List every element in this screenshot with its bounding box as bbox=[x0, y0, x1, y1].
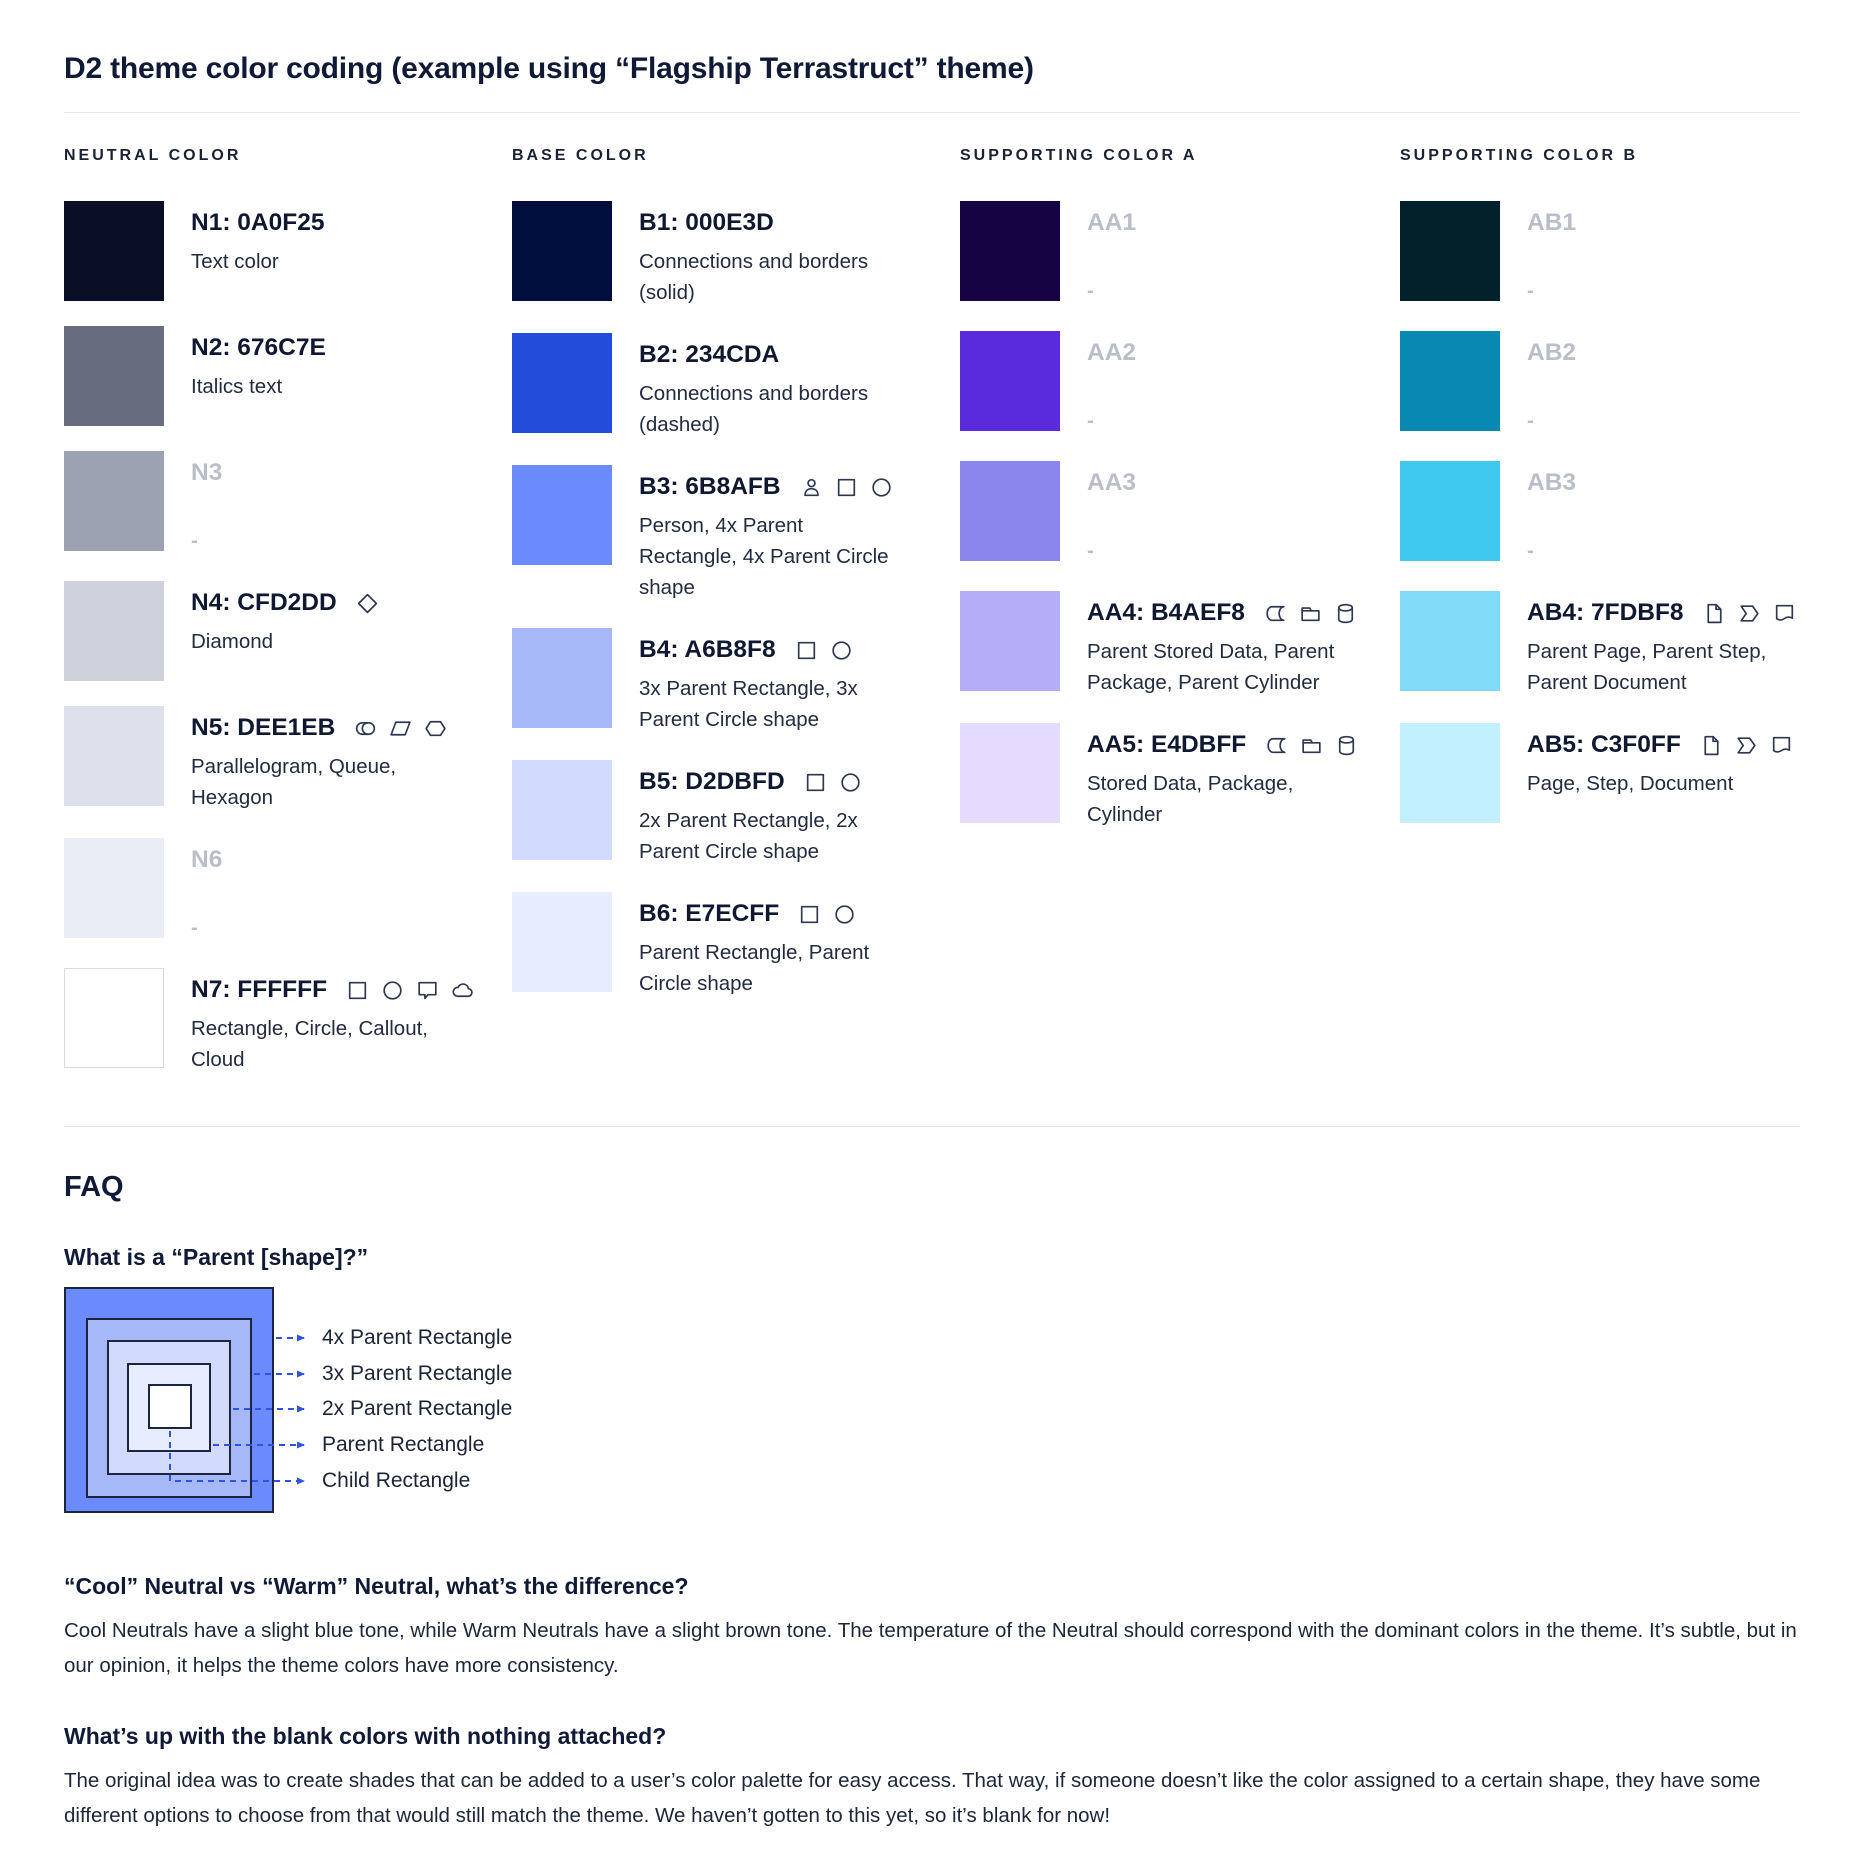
color-code: AB5: C3F0FF bbox=[1527, 731, 1681, 758]
document-icon bbox=[1769, 733, 1794, 758]
circle-icon bbox=[832, 902, 857, 927]
circle-icon bbox=[829, 638, 854, 663]
blank-dash: - bbox=[1087, 539, 1094, 562]
color-swatch bbox=[1400, 591, 1500, 691]
palette-row-ab5 bbox=[1400, 723, 1800, 823]
color-desc: Rectangle, Circle, Callout, Cloud bbox=[191, 1017, 428, 1071]
stored-data-icon bbox=[1263, 601, 1288, 626]
faq-answer-cool-vs-warm: Cool Neutrals have a slight blue tone, while Warm Neutrals have a slight brown tone. The temperature of the Neutral should correspond with the dominant colors in the theme. It’s subtle, but in our opinion, it helps the theme colors have more consistency. bbox=[64, 1619, 1797, 1677]
step-icon bbox=[1734, 733, 1759, 758]
palette-row-b1 bbox=[512, 201, 960, 308]
color-swatch bbox=[1400, 461, 1500, 561]
diagram-child-rectangle bbox=[148, 1384, 192, 1429]
color-swatch bbox=[960, 201, 1060, 301]
diamond-icon bbox=[355, 591, 380, 616]
palette-row-aa3 bbox=[960, 461, 1400, 566]
column-supporting-color-a bbox=[960, 147, 1400, 1100]
color-desc: Text color bbox=[191, 250, 279, 273]
color-code: N5: DEE1EB bbox=[191, 714, 336, 741]
palette-row-aa1 bbox=[960, 201, 1400, 306]
color-swatch bbox=[960, 461, 1060, 561]
circle-icon bbox=[838, 770, 863, 795]
color-code: N7: FFFFFF bbox=[191, 976, 328, 1003]
color-code: AA1 bbox=[1087, 209, 1137, 236]
cylinder-icon bbox=[1334, 733, 1359, 758]
palette-row-aa5 bbox=[960, 723, 1400, 830]
color-desc: 3x Parent Rectangle, 3x Parent Circle shape bbox=[639, 677, 858, 731]
column-base-color bbox=[512, 147, 960, 1100]
color-desc: Parallelogram, Queue, Hexagon bbox=[191, 755, 397, 809]
color-code: N3 bbox=[191, 459, 223, 486]
color-code: B5: D2DBFD bbox=[639, 768, 785, 795]
circle-icon bbox=[869, 475, 894, 500]
palette-row-b3 bbox=[512, 465, 960, 603]
color-swatch bbox=[64, 838, 164, 938]
palette-row-b6 bbox=[512, 892, 960, 999]
column-header: SUPPORTING COLOR B bbox=[1400, 147, 1639, 164]
color-code: N4: CFD2DD bbox=[191, 589, 337, 616]
palette-row-ab4 bbox=[1400, 591, 1800, 698]
page-icon bbox=[1702, 601, 1727, 626]
color-code: AA2 bbox=[1087, 339, 1137, 366]
color-desc: 2x Parent Rectangle, 2x Parent Circle shape bbox=[639, 809, 858, 863]
color-swatch bbox=[512, 333, 612, 433]
blank-dash: - bbox=[191, 529, 198, 552]
color-swatch bbox=[64, 451, 164, 551]
color-desc: Diamond bbox=[191, 630, 274, 653]
color-code: B6: E7ECFF bbox=[639, 900, 780, 927]
rectangle-icon bbox=[794, 638, 819, 663]
column-header: SUPPORTING COLOR A bbox=[960, 147, 1198, 164]
color-swatch bbox=[960, 331, 1060, 431]
package-icon bbox=[1299, 733, 1324, 758]
hexagon-icon bbox=[423, 716, 448, 741]
faq-question-parent-shape: What is a “Parent [shape]?” bbox=[64, 1244, 369, 1270]
page-title: D2 theme color coding (example using “Flagship Terrastruct” theme) bbox=[64, 52, 1034, 85]
blank-dash: - bbox=[1527, 279, 1534, 302]
color-swatch bbox=[512, 760, 612, 860]
palette-row-n7 bbox=[64, 968, 512, 1075]
diagram-label-child: Child Rectangle bbox=[322, 1469, 471, 1492]
cylinder-icon bbox=[1333, 601, 1358, 626]
person-icon bbox=[799, 475, 824, 500]
color-code: N1: 0A0F25 bbox=[191, 209, 325, 236]
color-code: AB2 bbox=[1527, 339, 1577, 366]
faq-question-blank-colors: What’s up with the blank colors with nothing attached? bbox=[64, 1723, 667, 1749]
package-icon bbox=[1298, 601, 1323, 626]
queue-icon bbox=[353, 716, 378, 741]
color-code: B1: 000E3D bbox=[639, 209, 774, 236]
color-code: B2: 234CDA bbox=[639, 341, 780, 368]
palette-row-n2 bbox=[64, 326, 512, 426]
rectangle-icon bbox=[834, 475, 859, 500]
color-desc: Stored Data, Package, Cylinder bbox=[1087, 772, 1294, 826]
color-desc: Parent Rectangle, Parent Circle shape bbox=[639, 941, 870, 995]
color-swatch bbox=[64, 201, 164, 301]
faq-answer-blank-colors: The original idea was to create shades that can be added to a user’s color palette for easy access. That way, if someone doesn’t like the color assigned to a certain shape, they have some different options to choose from that would still match the theme. We haven’t gotten to this yet, so it’s blank for now! bbox=[64, 1769, 1761, 1827]
column-supporting-color-b bbox=[1400, 147, 1800, 1100]
color-desc: Connections and borders (solid) bbox=[639, 250, 869, 304]
color-code: AA5: E4DBFF bbox=[1087, 731, 1247, 758]
color-code: B3: 6B8AFB bbox=[639, 473, 781, 500]
color-code: B4: A6B8F8 bbox=[639, 636, 776, 663]
color-swatch bbox=[512, 201, 612, 301]
palette-row-n5 bbox=[64, 706, 512, 813]
palette-row-n6 bbox=[64, 838, 512, 943]
rectangle-icon bbox=[797, 902, 822, 927]
page-icon bbox=[1699, 733, 1724, 758]
palette-row-n3 bbox=[64, 451, 512, 556]
palette-row-n4 bbox=[64, 581, 512, 681]
color-desc: Person, 4x Parent Rectangle, 4x Parent Circle shape bbox=[639, 514, 889, 599]
step-icon bbox=[1737, 601, 1762, 626]
diagram-label-4x-parent: 4x Parent Rectangle bbox=[322, 1326, 513, 1349]
blank-dash: - bbox=[1087, 279, 1094, 302]
color-swatch bbox=[64, 706, 164, 806]
color-swatch bbox=[512, 465, 612, 565]
color-code: AB3 bbox=[1527, 469, 1577, 496]
column-header: NEUTRAL COLOR bbox=[64, 147, 242, 164]
diagram-label-parent: Parent Rectangle bbox=[322, 1433, 485, 1456]
callout-icon bbox=[415, 978, 440, 1003]
palette-row-aa2 bbox=[960, 331, 1400, 436]
stored-data-icon bbox=[1264, 733, 1289, 758]
diagram-label-3x-parent: 3x Parent Rectangle bbox=[322, 1362, 513, 1385]
palette-row-b5 bbox=[512, 760, 960, 867]
diagram-label-2x-parent: 2x Parent Rectangle bbox=[322, 1397, 513, 1420]
faq-question-cool-vs-warm: “Cool” Neutral vs “Warm” Neutral, what’s the difference? bbox=[64, 1573, 689, 1599]
divider bbox=[64, 112, 1800, 113]
rectangle-icon bbox=[345, 978, 370, 1003]
color-palette-grid bbox=[64, 147, 1800, 1100]
color-swatch bbox=[64, 968, 164, 1068]
column-header: BASE COLOR bbox=[512, 147, 649, 164]
color-code: N2: 676C7E bbox=[191, 334, 326, 361]
color-desc: Italics text bbox=[191, 375, 283, 398]
color-swatch bbox=[960, 591, 1060, 691]
palette-row-n1 bbox=[64, 201, 512, 301]
color-swatch bbox=[512, 892, 612, 992]
color-code: AB4: 7FDBF8 bbox=[1527, 599, 1684, 626]
color-code: AB1 bbox=[1527, 209, 1577, 236]
palette-row-b4 bbox=[512, 628, 960, 735]
parent-shape-diagram bbox=[64, 1287, 764, 1533]
parallelogram-icon bbox=[388, 716, 413, 741]
color-desc: Parent Stored Data, Parent Package, Parent Cylinder bbox=[1087, 640, 1335, 694]
palette-row-ab3 bbox=[1400, 461, 1800, 566]
blank-dash: - bbox=[1527, 409, 1534, 432]
circle-icon bbox=[380, 978, 405, 1003]
cloud-icon bbox=[450, 978, 475, 1003]
faq-heading: FAQ bbox=[64, 1171, 124, 1203]
rectangle-icon bbox=[803, 770, 828, 795]
color-desc: Page, Step, Document bbox=[1527, 772, 1734, 795]
document-icon bbox=[1772, 601, 1797, 626]
color-swatch bbox=[960, 723, 1060, 823]
palette-row-ab2 bbox=[1400, 331, 1800, 436]
color-swatch bbox=[64, 326, 164, 426]
color-swatch bbox=[1400, 723, 1500, 823]
color-code: AA3 bbox=[1087, 469, 1137, 496]
divider bbox=[64, 1126, 1800, 1127]
color-desc: Parent Page, Parent Step, Parent Document bbox=[1527, 640, 1767, 694]
blank-dash: - bbox=[191, 916, 198, 939]
color-swatch bbox=[512, 628, 612, 728]
color-swatch bbox=[1400, 331, 1500, 431]
blank-dash: - bbox=[1527, 539, 1534, 562]
blank-dash: - bbox=[1087, 409, 1094, 432]
color-desc: Connections and borders (dashed) bbox=[639, 382, 869, 436]
palette-row-aa4 bbox=[960, 591, 1400, 698]
palette-row-b2 bbox=[512, 333, 960, 440]
color-code: N6 bbox=[191, 846, 223, 873]
column-neutral-color bbox=[64, 147, 512, 1100]
color-swatch bbox=[1400, 201, 1500, 301]
color-swatch bbox=[64, 581, 164, 681]
palette-row-ab1 bbox=[1400, 201, 1800, 306]
color-code: AA4: B4AEF8 bbox=[1087, 599, 1245, 626]
